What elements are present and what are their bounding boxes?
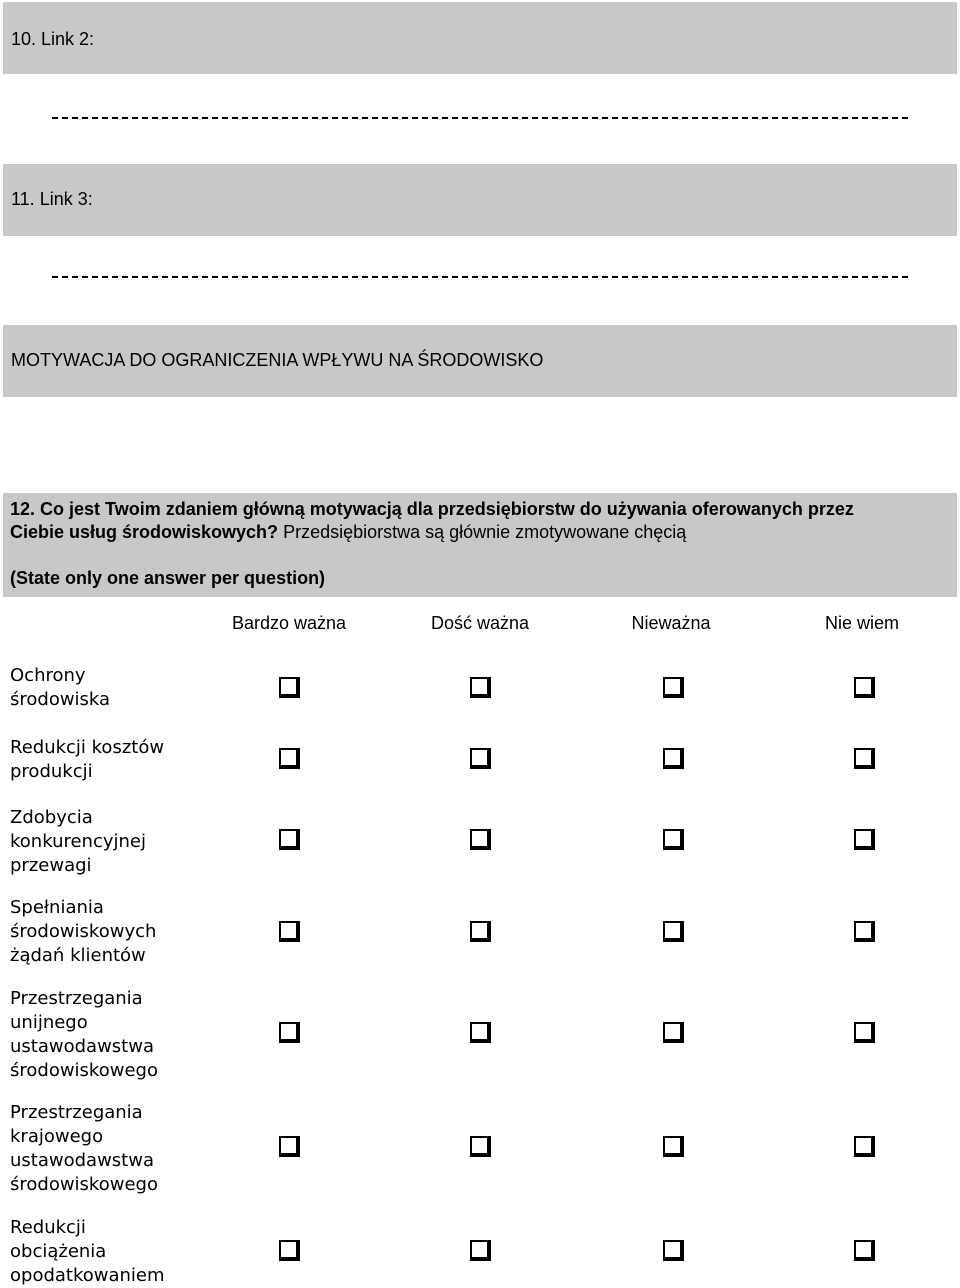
checkbox-ochrony-niewazna[interactable] xyxy=(663,677,684,698)
checkbox-koszty-niewazna[interactable] xyxy=(663,748,684,769)
checkbox-ochrony-nie-wiem[interactable] xyxy=(854,677,875,698)
row-label-spelniania-zadan: Spełniania środowiskowych żądań klientów xyxy=(10,897,157,966)
checkbox-ochrony-bardzo-wazna[interactable] xyxy=(279,677,300,698)
checkbox-podatki-bardzo-wazna[interactable] xyxy=(279,1240,300,1261)
link3-band xyxy=(3,164,957,236)
checkbox-koszty-nie-wiem[interactable] xyxy=(854,748,875,769)
checkbox-krajowe-dosc-wazna[interactable] xyxy=(470,1136,491,1157)
question-instruction: (State only one answer per question) xyxy=(10,568,326,588)
checkbox-unijne-bardzo-wazna[interactable] xyxy=(279,1022,300,1043)
checkbox-krajowe-nie-wiem[interactable] xyxy=(854,1136,875,1157)
checkbox-podatki-dosc-wazna[interactable] xyxy=(470,1240,491,1261)
row-label-krajowe-ustawodawstwo: Przestrzegania krajowego ustawodawstwa środowiskowego xyxy=(10,1102,158,1195)
section-title-band xyxy=(3,325,957,397)
checkbox-krajowe-niewazna[interactable] xyxy=(663,1136,684,1157)
checkbox-unijne-nie-wiem[interactable] xyxy=(854,1022,875,1043)
checkbox-krajowe-bardzo-wazna[interactable] xyxy=(279,1136,300,1157)
checkbox-podatki-nie-wiem[interactable] xyxy=(854,1240,875,1261)
row-label-zdobycia-przewagi: Zdobycia konkurencyjnej przewagi xyxy=(10,807,147,876)
question-line-1: 12. Co jest Twoim zdaniem główną motywacją dla przedsiębiorstw do używania oferowanych przez xyxy=(10,499,854,519)
link3-answer-line[interactable] xyxy=(52,276,908,278)
checkbox-podatki-niewazna[interactable] xyxy=(663,1240,684,1261)
section-title: MOTYWACJA DO OGRANICZENIA WPŁYWU NA ŚRODOWISKO xyxy=(11,350,544,370)
link2-band xyxy=(3,2,957,74)
checkbox-klienci-bardzo-wazna[interactable] xyxy=(279,921,300,942)
row-label-ochrony-srodowiska: Ochrony środowiska xyxy=(10,665,111,710)
checkbox-klienci-niewazna[interactable] xyxy=(663,921,684,942)
checkbox-koszty-bardzo-wazna[interactable] xyxy=(279,748,300,769)
question-line-2: Ciebie usług środowiskowych? Przedsiębiorstwa są głównie zmotywowane chęcią xyxy=(10,522,687,542)
link2-label: 10. Link 2: xyxy=(11,29,95,49)
column-header-nie-wiem: Nie wiem xyxy=(824,613,899,633)
checkbox-przewaga-dosc-wazna[interactable] xyxy=(470,829,491,850)
checkbox-klienci-dosc-wazna[interactable] xyxy=(470,921,491,942)
column-header-dosc-wazna: Dość ważna xyxy=(430,613,530,633)
checkbox-unijne-niewazna[interactable] xyxy=(663,1022,684,1043)
checkbox-ochrony-dosc-wazna[interactable] xyxy=(470,677,491,698)
checkbox-klienci-nie-wiem[interactable] xyxy=(854,921,875,942)
row-label-opodatkowanie: Redukcji obciążenia opodatkowaniem xyxy=(10,1217,165,1286)
checkbox-przewaga-nie-wiem[interactable] xyxy=(854,829,875,850)
row-label-unijne-ustawodawstwo: Przestrzegania unijnego ustawodawstwa środowiskowego xyxy=(10,988,158,1081)
checkbox-koszty-dosc-wazna[interactable] xyxy=(470,748,491,769)
row-label-redukcji-kosztow: Redukcji kosztów produkcji xyxy=(10,737,165,782)
link3-label: 11. Link 3: xyxy=(11,189,93,209)
column-header-bardzo-wazna: Bardzo ważna xyxy=(231,613,347,633)
checkbox-przewaga-niewazna[interactable] xyxy=(663,829,684,850)
column-header-niewazna: Nieważna xyxy=(631,613,711,633)
link2-answer-line[interactable] xyxy=(52,117,908,119)
checkbox-przewaga-bardzo-wazna[interactable] xyxy=(279,829,300,850)
checkbox-unijne-dosc-wazna[interactable] xyxy=(470,1022,491,1043)
